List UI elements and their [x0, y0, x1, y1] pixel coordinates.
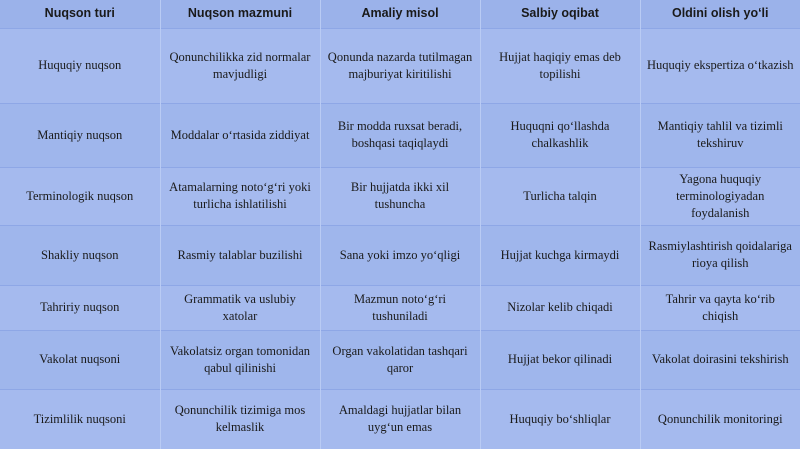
- table-cell: Tahrir va qayta ko‘rib chiqish: [640, 285, 800, 330]
- table-cell: Vakolatsiz organ tomonidan qabul qilinishi: [160, 330, 320, 389]
- table-cell: Rasmiylashtirish qoidalariga rioya qilish: [640, 225, 800, 285]
- table-row: [0, 330, 800, 389]
- table-cell: Qonunchilik monitoringi: [640, 389, 800, 449]
- header-negative-consequence: Salbiy oqibat: [480, 0, 640, 28]
- table-row: [0, 28, 800, 103]
- table-header-row: [0, 0, 800, 28]
- table-cell: Qonunda nazarda tutilmagan majburiyat kiritilishi: [320, 28, 480, 103]
- table-cell: Vakolat nuqsoni: [0, 330, 160, 389]
- table-cell: Hujjat kuchga kirmaydi: [480, 225, 640, 285]
- table-cell: Tahririy nuqson: [0, 285, 160, 330]
- table-cell: Mazmun noto‘g‘ri tushuniladi: [320, 285, 480, 330]
- table-row: [0, 167, 800, 225]
- table-cell: Organ vakolatidan tashqari qaror: [320, 330, 480, 389]
- header-defect-content: Nuqson mazmuni: [160, 0, 320, 28]
- table-cell: Huquqni qo‘llashda chalkashlik: [480, 103, 640, 167]
- table-cell: Shakliy nuqson: [0, 225, 160, 285]
- table-row: [0, 285, 800, 330]
- table-cell: Vakolat doirasini tekshirish: [640, 330, 800, 389]
- table-cell: Hujjat bekor qilinadi: [480, 330, 640, 389]
- table-cell: Huquqiy nuqson: [0, 28, 160, 103]
- table-cell: Mantiqiy nuqson: [0, 103, 160, 167]
- table-cell: Bir modda ruxsat beradi, boshqasi taqiqlaydi: [320, 103, 480, 167]
- table-cell: Rasmiy talablar buzilishi: [160, 225, 320, 285]
- table-cell: Huquqiy ekspertiza o‘tkazish: [640, 28, 800, 103]
- table-cell: Tizimlilik nuqsoni: [0, 389, 160, 449]
- table-cell: Nizolar kelib chiqadi: [480, 285, 640, 330]
- table-row: [0, 389, 800, 449]
- table-cell: Huquqiy bo‘shliqlar: [480, 389, 640, 449]
- header-practical-example: Amaliy misol: [320, 0, 480, 28]
- table-cell: Qonunchilikka zid normalar mavjudligi: [160, 28, 320, 103]
- table-row: [0, 225, 800, 285]
- table-cell: Yagona huquqiy terminologiyadan foydalanish: [640, 167, 800, 225]
- header-defect-type: Nuqson turi: [0, 0, 160, 28]
- table-cell: Turlicha talqin: [480, 167, 640, 225]
- table-cell: Qonunchilik tizimiga mos kelmaslik: [160, 389, 320, 449]
- table-cell: Bir hujjatda ikki xil tushuncha: [320, 167, 480, 225]
- table-cell: Sana yoki imzo yo‘qligi: [320, 225, 480, 285]
- header-prevention-method: Oldini olish yo‘li: [640, 0, 800, 28]
- table-cell: Mantiqiy tahlil va tizimli tekshiruv: [640, 103, 800, 167]
- table-cell: Terminologik nuqson: [0, 167, 160, 225]
- table-cell: Grammatik va uslubiy xatolar: [160, 285, 320, 330]
- table-cell: Hujjat haqiqiy emas deb topilishi: [480, 28, 640, 103]
- table-cell: Amaldagi hujjatlar bilan uyg‘un emas: [320, 389, 480, 449]
- table-row: [0, 103, 800, 167]
- table-cell: Moddalar o‘rtasida ziddiyat: [160, 103, 320, 167]
- table-cell: Atamalarning noto‘g‘ri yoki turlicha ishlatilishi: [160, 167, 320, 225]
